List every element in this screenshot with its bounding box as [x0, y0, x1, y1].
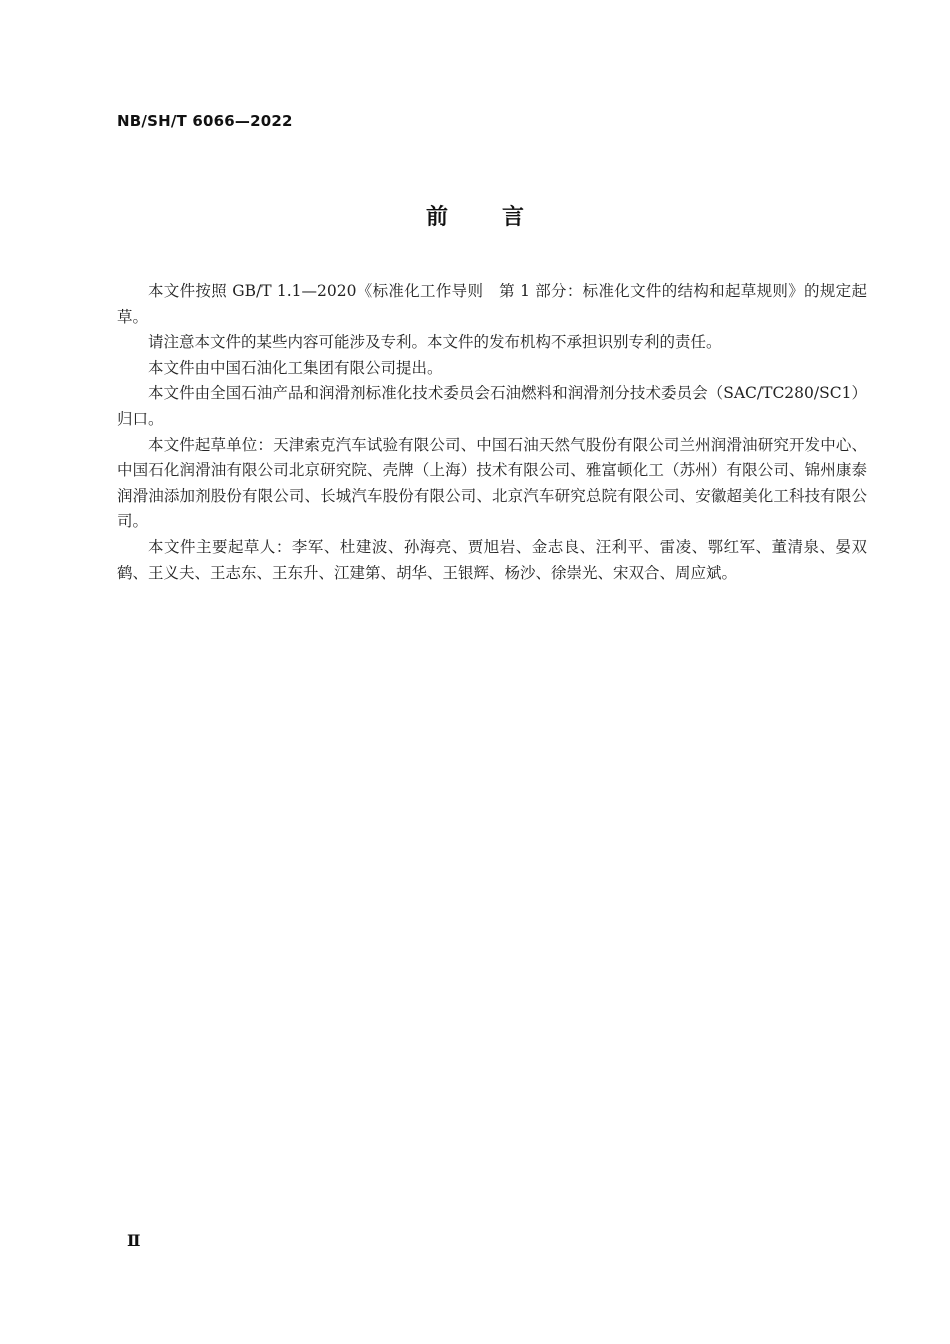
page-title	[0, 200, 950, 231]
paragraph-main-drafters: 本文件主要起草人：李军、杜建波、孙海亮、贾旭岩、金志良、汪利平、雷凌、鄂红军、董清泉、晏双鹤、王义夫、王志东、王东升、江建第、胡华、王银辉、杨沙、徐崇光、宋双合、周应斌。	[117, 537, 867, 582]
paragraph-centralized-by: 本文件由全国石油产品和润滑剂标准化技术委员会石油燃料和润滑剂分技术委员会（SAC/TC280/SC1）归口。	[117, 384, 867, 428]
paragraph-patent-notice: 请注意本文件的某些内容可能涉及专利。本文件的发布机构不承担识别专利的责任。	[148, 333, 722, 352]
title-char-1: 前	[425, 205, 448, 230]
paragraph-drafting-rules: 本文件按照 GB/T 1.1—2020《标准化工作导则 第 1 部分：标准化文件的结构和起草规则》的规定起草。	[117, 282, 867, 326]
page-number: Ⅱ	[127, 1231, 141, 1250]
foreword-body	[117, 279, 867, 586]
paragraph-proposer: 本文件由中国石油化工集团有限公司提出。	[148, 358, 443, 377]
title-char-2: 言	[502, 205, 525, 230]
standard-code: NB/SH/T 6066—2022	[117, 112, 293, 130]
paragraph-drafting-units: 本文件起草单位：天津索克汽车试验有限公司、中国石油天然气股份有限公司兰州润滑油研究开发中心、中国石化润滑油有限公司北京研究院、壳牌（上海）技术有限公司、雅富顿化工（苏州）有限公司、锦州康泰润滑油添加剂股份有限公司、长城汽车股份有限公司、北京汽车研究总院有限公司、安徽超美化工科技有限公司。	[117, 435, 867, 531]
